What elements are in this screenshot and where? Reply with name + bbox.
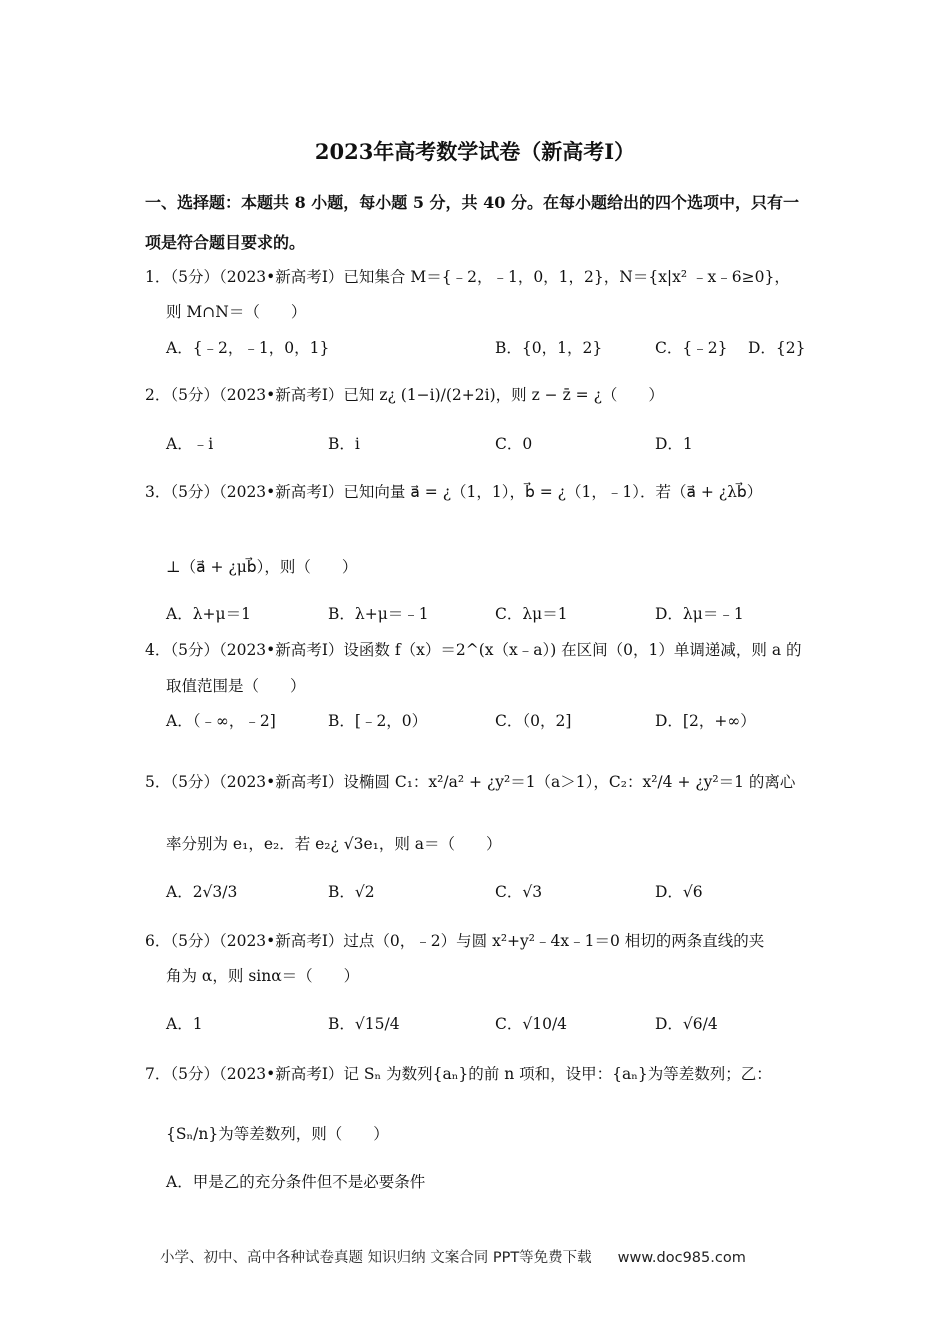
question-1-line-2: 则 M∩N＝（ ） [166, 303, 307, 321]
question-4-line-2: 取值范围是（ ） [166, 677, 306, 695]
question-2-option-d: D．1 [655, 435, 693, 453]
question-1-option-b: B．{0，1，2} [495, 339, 603, 357]
question-6-option-b: B．√15/4 [328, 1015, 400, 1033]
question-4-option-a: A．（﹣∞，﹣2] [166, 712, 276, 730]
question-4-option-b: B．[﹣2，0） [328, 712, 428, 730]
question-5-option-a: A．2√3/3 [166, 883, 238, 901]
page-title: 2023年高考数学试卷（新高考Ⅰ） [314, 139, 636, 164]
section-heading-line-2: 项是符合题目要求的。 [145, 233, 306, 252]
question-4-line-1: 4．（5分）（2023•新高考Ⅰ）设函数 f（x）＝2^(x（x﹣a）) 在区间（0，1）单调递减，则 a 的 [145, 641, 802, 659]
question-5-option-c: C．√3 [495, 883, 543, 901]
question-2-line-1: 2．（5分）（2023•新高考Ⅰ）已知 z¿ (1−i)/(2+2i)，则 z − z̄ = ¿（ ） [145, 386, 664, 404]
question-5-line-1: 5．（5分）（2023•新高考Ⅰ）设椭圆 C₁：x²/a² + ¿y²＝1（a＞1），C₂：x²/4 + ¿y²＝1 的离心 [145, 773, 796, 791]
question-3-option-a: A．λ+μ＝1 [166, 605, 251, 623]
question-4-option-d: D．[2，+∞） [655, 712, 756, 730]
footer-url[interactable]: www.doc985.com [617, 1250, 746, 1266]
question-4-option-c: C．（0，2] [495, 712, 572, 730]
footer [160, 1246, 746, 1267]
question-2-option-c: C．0 [495, 435, 533, 453]
question-3-option-c: C．λμ＝1 [495, 605, 568, 623]
question-1-option-a: A．{﹣2，﹣1，0，1} [166, 339, 330, 357]
question-6-line-2: 角为 α，则 sinα＝（ ） [166, 967, 360, 985]
question-3-line-1: 3．（5分）（2023•新高考Ⅰ）已知向量 a⃗ = ¿（1，1），b⃗ = ¿（1，﹣1）．若（a⃗ + ¿λb⃗） [145, 483, 763, 501]
question-3-option-d: D．λμ＝﹣1 [655, 605, 744, 623]
question-7-option-a: A．甲是乙的充分条件但不是必要条件 [166, 1173, 426, 1191]
question-3-line-2: ⊥（a⃗ + ¿μb⃗），则（ ） [166, 558, 358, 576]
question-5-option-b: B．√2 [328, 883, 375, 901]
question-6-option-c: C．√10/4 [495, 1015, 568, 1033]
question-6-option-d: D．√6/4 [655, 1015, 718, 1033]
question-2-option-b: B．i [328, 435, 360, 453]
question-3-option-b: B．λ+μ＝﹣1 [328, 605, 429, 623]
question-7-line-1: 7．（5分）（2023•新高考Ⅰ）记 Sₙ 为数列{aₙ}的前 n 项和，设甲：{aₙ}为等差数列；乙： [145, 1065, 772, 1083]
question-1-option-d: D．{2} [748, 339, 806, 357]
question-1-option-c: C．{﹣2} [655, 339, 728, 357]
question-5-option-d: D．√6 [655, 883, 703, 901]
question-5-line-2: 率分别为 e₁，e₂．若 e₂¿ √3e₁，则 a＝（ ） [166, 835, 502, 853]
question-1-line-1: 1．（5分）（2023•新高考Ⅰ）已知集合 M＝{﹣2，﹣1，0，1，2}，N＝{x|x² ﹣x﹣6≥0}， [145, 268, 790, 286]
section-heading-line-1: 一、选择题：本题共 8 小题，每小题 5 分，共 40 分。在每小题给出的四个选项中，只有一 [145, 193, 799, 212]
question-6-line-1: 6．（5分）（2023•新高考Ⅰ）过点（0，﹣2）与圆 x²+y²﹣4x﹣1＝0 相切的两条直线的夹 [145, 932, 765, 950]
question-7-line-2: {Sₙ/n}为等差数列，则（ ） [166, 1125, 389, 1143]
question-2-option-a: A．﹣i [166, 435, 214, 453]
question-6-option-a: A．1 [166, 1015, 203, 1033]
footer-text: 小学、初中、高中各种试卷真题 知识归纳 文案合同 PPT等免费下载 [160, 1250, 592, 1266]
